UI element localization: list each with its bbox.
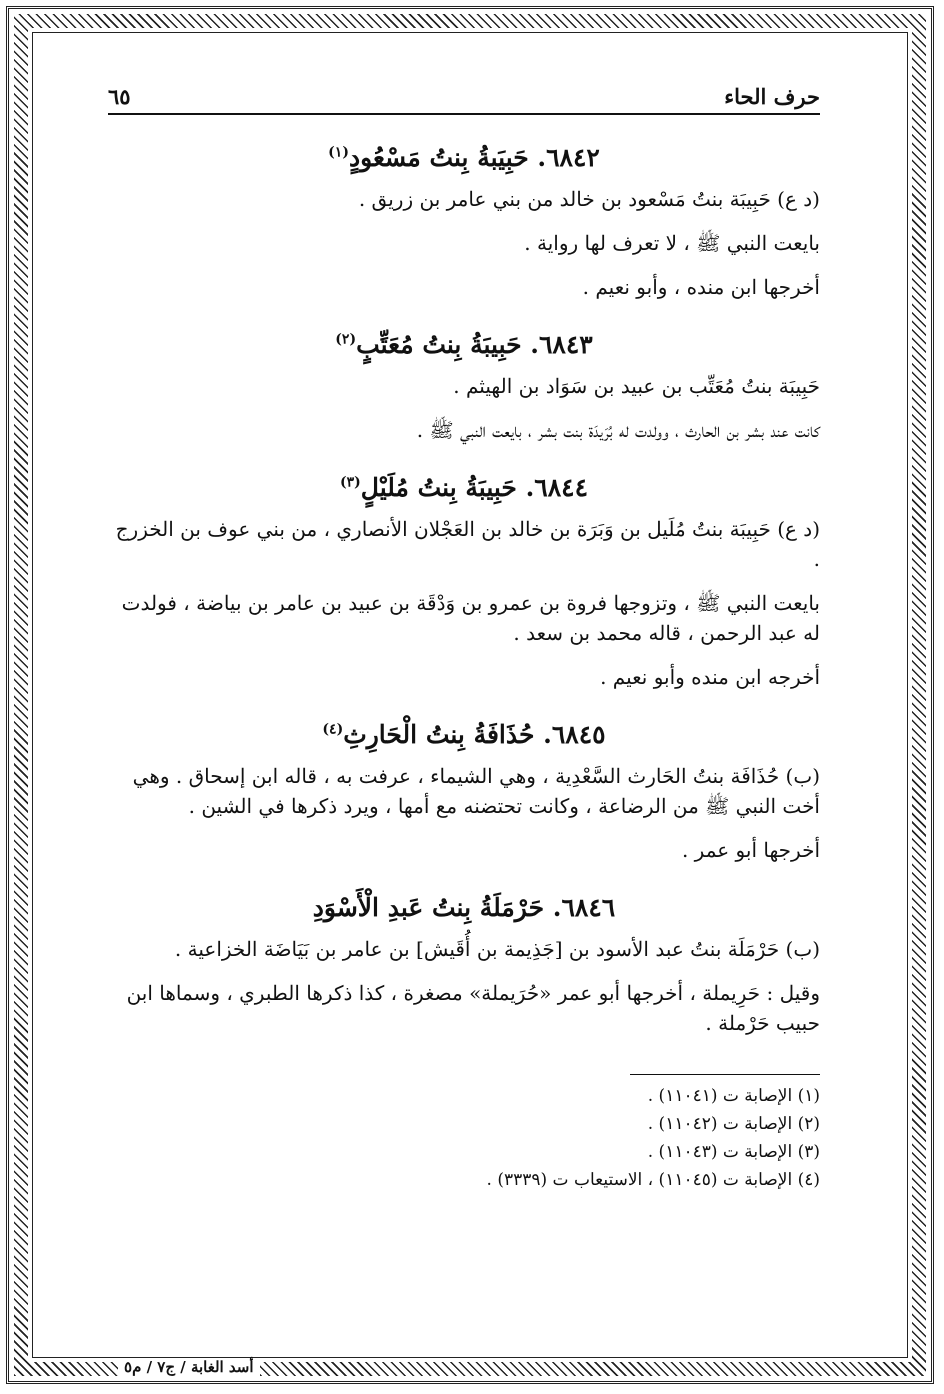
footnote: (٢) الإصابة ت (١١٠٤٢) . <box>647 1114 820 1134</box>
footnote-marker[interactable]: (٤) <box>322 721 344 738</box>
entry-line: بايعت النبي ﷺ ، وتزوجها فروة بن عمرو بن وَدْقَة بن عبيد بن عامر بن بياضة ، فولدت له عبد الرحمن ، قاله محمد بن سعد . <box>121 591 820 645</box>
entry-title: ٦٨٤٢. حَبِيَبةُ بِنتُ مَسْعُودٍ$^{(١)}$ <box>328 143 600 172</box>
footnote: (٣) الإصابة ت (١١٠٤٣) . <box>647 1142 820 1162</box>
entry-title: ٦٨٤٥. حُذَافَةُ بِنتُ الْحَارِثِ$^{(٤)}$ <box>322 720 606 749</box>
entry <box>108 330 820 445</box>
entry-line: كانت عند بشر بن الحارث ، وولدت له بُرَيدَة بنت بشر ، بايعت النبي ﷺ . <box>416 418 820 442</box>
entry-title: ٦٨٤٦. حَرْمَلَةُ بِنتُ عَبدِ الْأَسْوَدِ <box>312 893 616 922</box>
entry-line: (ب) حَرْمَلَة بنتُ عبد الأسود بن [جَذِيمة بن أُقَيش] بن عامر بن بَيَاضَة الخزاعية . <box>174 937 820 961</box>
entry-line: بايعت النبي ﷺ ، لا تعرف لها رواية . <box>524 231 820 255</box>
entry-line: أخرجها أبو عمر . <box>681 838 820 862</box>
footnote-marker[interactable]: (٣) <box>340 474 361 491</box>
page-number: ٦٥ <box>108 84 131 109</box>
entry <box>108 143 820 302</box>
footnote-marker[interactable]: (١) <box>328 144 349 161</box>
footnotes <box>108 1074 820 1190</box>
entry-title: ٦٨٤٤. حَبِيبَةُ بِنتُ مُلَيْلٍ$^{(٣)}$ <box>340 473 588 502</box>
entry <box>108 720 820 865</box>
footnote: (٤) الإصابة ت (١١٠٤٥) ، الاستيعاب ت (٣٣٣٩) . <box>486 1170 820 1190</box>
entry-line: وقيل : حَرِيملة ، أخرجها أبو عمر «حُرَيملة» مصغرة ، كذا ذكرها الطبري ، وسماها ابن حبيب حَرْملة . <box>126 981 820 1035</box>
section-title: حرف الحاء <box>724 84 820 109</box>
footnote-marker[interactable]: (٢) <box>335 331 357 348</box>
footnote: (١) الإصابة ت (١١٠٤١) . <box>647 1086 820 1106</box>
volume-signature: أسد الغابة / ج٧ / م٥ <box>118 1358 260 1376</box>
entry-line: حَبِيبَة بنتُ مُعَتِّب بن عبيد بن سَوَاد بن الهيثم . <box>453 374 820 398</box>
running-header <box>108 84 820 115</box>
entry-line: (د ع) حَبِيبَة بنتُ مَسْعود بن خالد من بني عامر بن زريق . <box>358 187 820 211</box>
entry <box>108 893 820 1038</box>
entry-line: (د ع) حَبِيبَة بنتُ مُلَيل بن وَبَرَة بن خالد بن العَجْلان الأنصاري ، من بني عوف بن الخزرج . <box>115 517 820 571</box>
entry-title: ٦٨٤٣. حَبِيبَةُ بِنتُ مُعَتِّبٍ$^{(٢)}$ <box>335 330 593 359</box>
entry-line: (ب) حُذَافَة بنتُ الحَارث السَّعْدِية ، وهي الشيماء ، عرفت به ، قاله ابن إسحاق . وهي أخت النبي ﷺ من الرضاعة ، وكانت تحتضنه مع أمها ، ويرد ذكرها في الشين . <box>132 764 820 818</box>
entry <box>108 473 820 692</box>
page-content <box>108 84 820 1198</box>
entry-line: أخرجه ابن منده وأبو نعيم . <box>600 665 820 689</box>
entry-line: أخرجها ابن منده ، وأبو نعيم . <box>582 275 820 299</box>
